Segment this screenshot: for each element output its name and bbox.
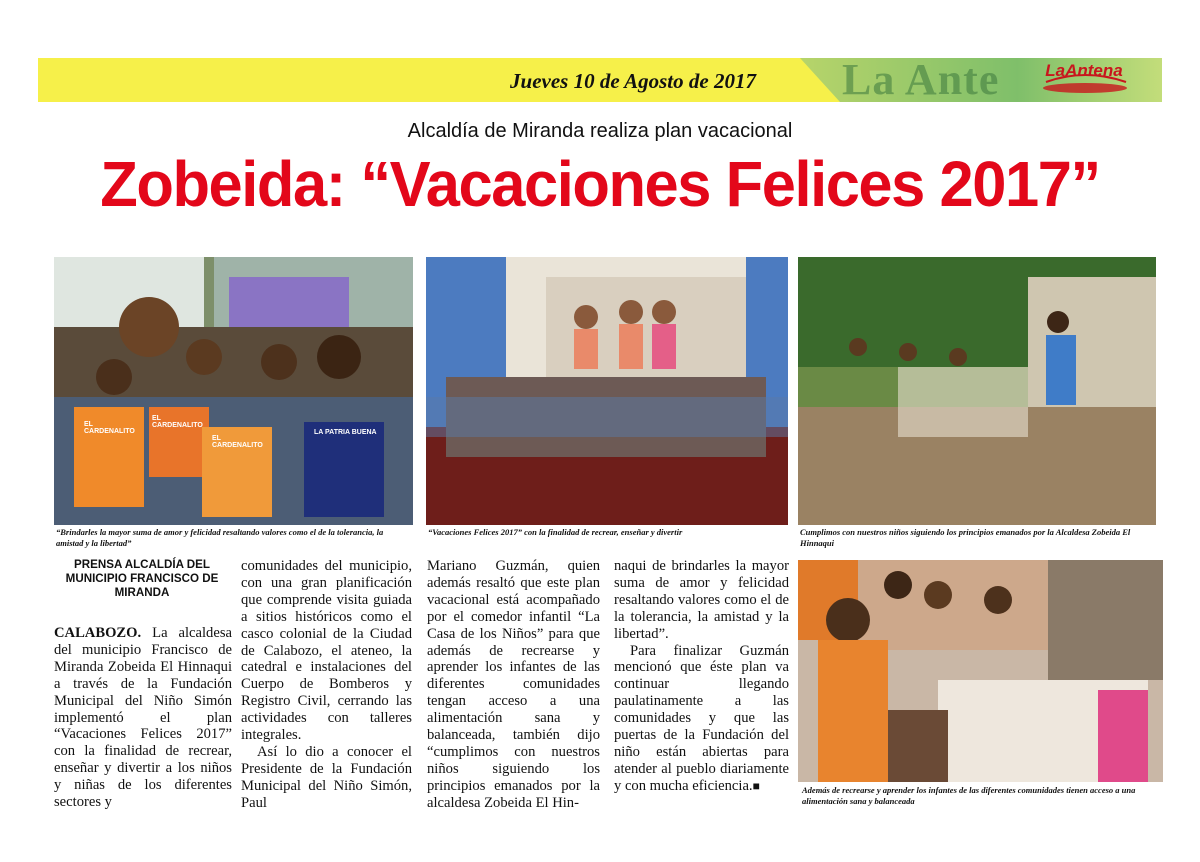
logo-text: LaAntena: [1045, 61, 1123, 80]
photo-caption: Cumplimos con nuestros niños siguiendo los principios emanados por la Alcaldesa Zobeida El Hinnaqui: [800, 527, 1131, 548]
paragraph: La alcaldesa del municipio Francisco de Miranda Zobeida El Hinnaqui a través de la Fundación Municipal del Niño Simón implementó el plan “Vacaciones Felices 2017” con la finalidad de recrear, enseñar y divertir a los niños y niñas de los diferentes sectores y: [54, 625, 232, 811]
end-mark: ■: [752, 778, 760, 793]
photo-children-with-books: [54, 257, 413, 525]
book-label: EL CARDENALITO: [212, 435, 263, 449]
article-column-2: [241, 558, 412, 811]
photo-caption: Además de recrearse y aprender los infantes de las diferentes comunidades tienen acceso a una alimentación sana y balanceada: [802, 785, 1136, 806]
photo-children-eating: [798, 560, 1163, 782]
headline: Zobeida: “Vacaciones Felices 2017”: [100, 148, 1100, 220]
paragraph: naqui de brindarles la mayor suma de amor y felicidad resaltando valores como el de la tolerancia, la amistad y la libertad”.: [614, 558, 789, 642]
dateline: CALABOZO.: [54, 625, 142, 641]
book-label: LA PATRIA BUENA: [314, 429, 377, 436]
article-column-1: [54, 625, 232, 811]
byline: PRENSA ALCALDÍA DEL MUNICIPIO FRANCISCO DE MIRANDA: [65, 558, 219, 599]
photo-caption: “Brindarles la mayor suma de amor y felicidad resaltando valores como el de la tolerancia, la amistad y la libertad”: [56, 527, 384, 548]
kicker: Alcaldía de Miranda realiza plan vacacional: [407, 120, 793, 142]
photo-caption: “Vacaciones Felices 2017” con la finalidad de recrear, enseñar y divertir: [428, 527, 683, 537]
paragraph: Así lo dio a conocer el Presidente de la Fundación Municipal del Niño Simón, Paul: [241, 743, 412, 811]
issue-date: Jueves 10 de Agosto de 2017: [510, 69, 756, 93]
paragraph: comunidades del municipio, con una gran planificación que comprende visita guiada a sitios históricos como el casco colonial de la Ciudad de Calabozo, el ateneo, la catedral e instalaciones del Cuerpo de Bomberos y Registro Civil, cerrando las actividades con talleres integrales.: [241, 558, 412, 744]
paragraph: Para finalizar Guzmán mencionó que éste plan va continuar llegando paulatinamente a las comunidades y que las puertas de la Fundación del niño están abiertas para atender al pueblo diariamente y con mucha eficiencia.: [614, 642, 789, 794]
book-label: EL CARDENALITO: [152, 415, 203, 429]
photo-children-outdoors: [798, 257, 1156, 525]
article-column-3: [427, 558, 600, 811]
masthead-ghost-text: La Ante: [842, 58, 1000, 102]
paragraph: Mariano Guzmán, quien además resaltó que este plan vacacional está acompañado por el comedor infantil “La Casa de los Niños” para que además de recrearse y aprender los infantes de las diferentes comunidades tengan acceso a una alimentación sana y balanceada, también dijo “cumplimos con nuestros niños siguiendo los principios emanados por la alcaldesa Zobeida El Hin-: [427, 558, 600, 811]
article-column-4: [614, 558, 789, 798]
book-label: EL CARDENALITO: [84, 421, 135, 435]
photo-group-in-hall: [426, 257, 788, 525]
